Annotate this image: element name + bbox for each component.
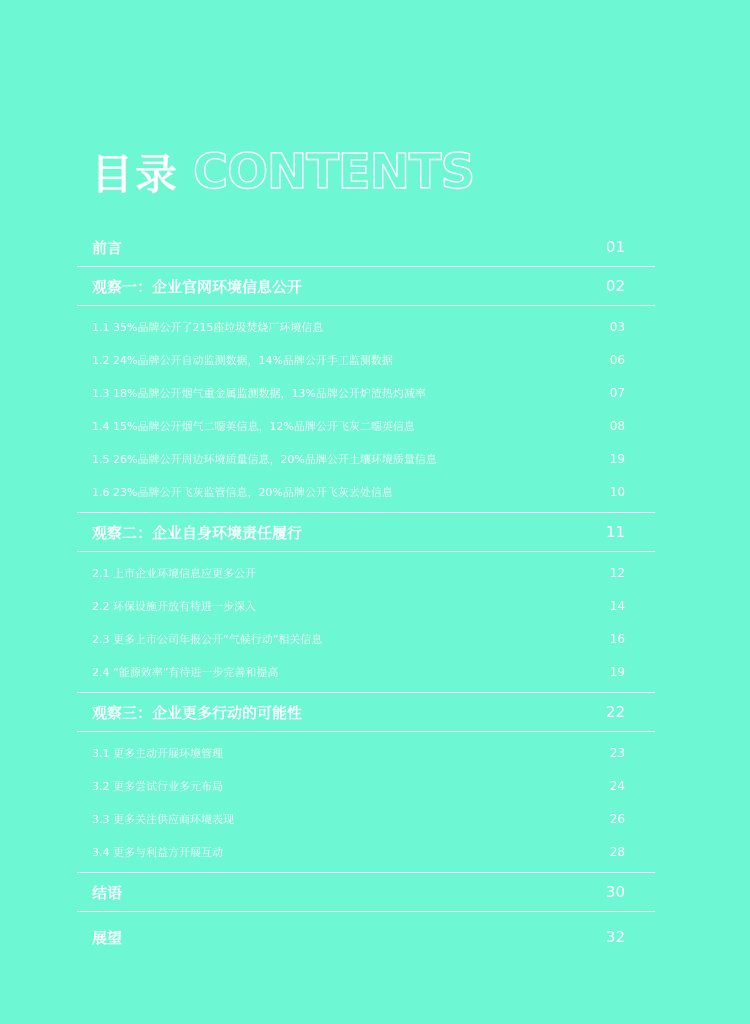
toc-section-page: 11 (605, 523, 625, 541)
toc-item-label: 1.6 23%品牌公开飞灰监管信息，20%品牌公开飞灰去处信息 (92, 485, 393, 499)
toc-item[interactable] (77, 310, 655, 343)
toc-item-page: 14 (609, 598, 625, 613)
toc-item-label: 2.1 上市企业环境信息应更多公开 (92, 566, 256, 580)
toc-item[interactable] (77, 802, 655, 835)
toc-item-page: 12 (609, 565, 625, 580)
toc-item-page: 19 (609, 451, 625, 466)
toc-item[interactable] (77, 475, 655, 508)
toc-entry-label: 前言 (92, 238, 123, 257)
toc-item-label: 2.4 “能源效率”有待进一步完善和提高 (92, 665, 279, 679)
toc-item[interactable] (77, 835, 655, 868)
toc-item-label: 2.2 环保设施开放有待进一步深入 (92, 599, 256, 613)
toc-item-label: 3.1 更多主动开展环境管理 (92, 746, 223, 760)
toc-section-3[interactable] (77, 693, 655, 731)
page-title (91, 144, 475, 200)
toc-entry-page: 30 (605, 883, 625, 901)
toc-item-page: 06 (609, 352, 625, 367)
toc-entry-conclusion[interactable] (77, 873, 655, 911)
toc-entry-label: 结语 (92, 883, 123, 902)
toc-section-1[interactable] (77, 267, 655, 305)
toc-item-page: 16 (609, 631, 625, 646)
toc-entry-page: 32 (605, 928, 625, 946)
toc-item-label: 3.2 更多尝试行业多元布局 (92, 779, 223, 793)
toc-section-label: 观察一：企业官网环境信息公开 (92, 277, 303, 296)
toc-item-page: 08 (609, 418, 625, 433)
toc-item-label: 1.4 15%品牌公开烟气二噁英信息，12%品牌公开飞灰二噁英信息 (92, 419, 415, 433)
toc-section-page: 22 (605, 703, 625, 721)
toc-item-label: 1.2 24%品牌公开自动监测数据，14%品牌公开手工监测数据 (92, 353, 393, 367)
toc-entry-page: 01 (605, 238, 625, 256)
title-chinese: 目录 (91, 150, 180, 199)
toc-item[interactable] (77, 376, 655, 409)
toc-item[interactable] (77, 343, 655, 376)
toc-item-page: 19 (609, 664, 625, 679)
toc-section-label: 观察三：企业更多行动的可能性 (92, 703, 303, 722)
toc-item-page: 03 (609, 319, 625, 334)
toc-entry-outlook[interactable] (77, 912, 655, 962)
toc-item[interactable] (77, 769, 655, 802)
toc-item[interactable] (77, 736, 655, 769)
toc-item[interactable] (77, 655, 655, 688)
toc-item-page: 26 (609, 811, 625, 826)
toc-item-label: 2.3 更多上市公司年报公开“气候行动”相关信息 (92, 632, 323, 646)
toc-item[interactable] (77, 409, 655, 442)
toc-item-page: 07 (609, 385, 625, 400)
toc-entry-preface[interactable] (77, 228, 655, 266)
toc-item[interactable] (77, 622, 655, 655)
toc-section-page: 02 (605, 277, 625, 295)
toc-item-label: 1.1 35%品牌公开了215座垃圾焚烧厂环境信息 (92, 320, 324, 334)
toc-section-label: 观察二：企业自身环境责任履行 (92, 523, 303, 542)
toc-section-2[interactable] (77, 513, 655, 551)
toc-item-label: 1.5 26%品牌公开周边环境质量信息，20%品牌公开土壤环境质量信息 (92, 452, 437, 466)
toc-item[interactable] (77, 442, 655, 475)
toc-item-page: 23 (609, 745, 625, 760)
toc-item[interactable] (77, 556, 655, 589)
table-of-contents (77, 228, 655, 962)
toc-item-label: 3.3 更多关注供应商环境表现 (92, 812, 234, 826)
toc-item[interactable] (77, 589, 655, 622)
toc-entry-label: 展望 (92, 928, 123, 947)
title-english: CONTENTS (193, 144, 475, 200)
toc-item-label: 3.4 更多与利益方开展互动 (92, 845, 223, 859)
toc-item-label: 1.3 18%品牌公开烟气重金属监测数据，13%品牌公开炉渣热灼减率 (92, 386, 426, 400)
toc-item-page: 28 (609, 844, 625, 859)
toc-item-page: 24 (609, 778, 625, 793)
toc-item-page: 10 (609, 484, 625, 499)
